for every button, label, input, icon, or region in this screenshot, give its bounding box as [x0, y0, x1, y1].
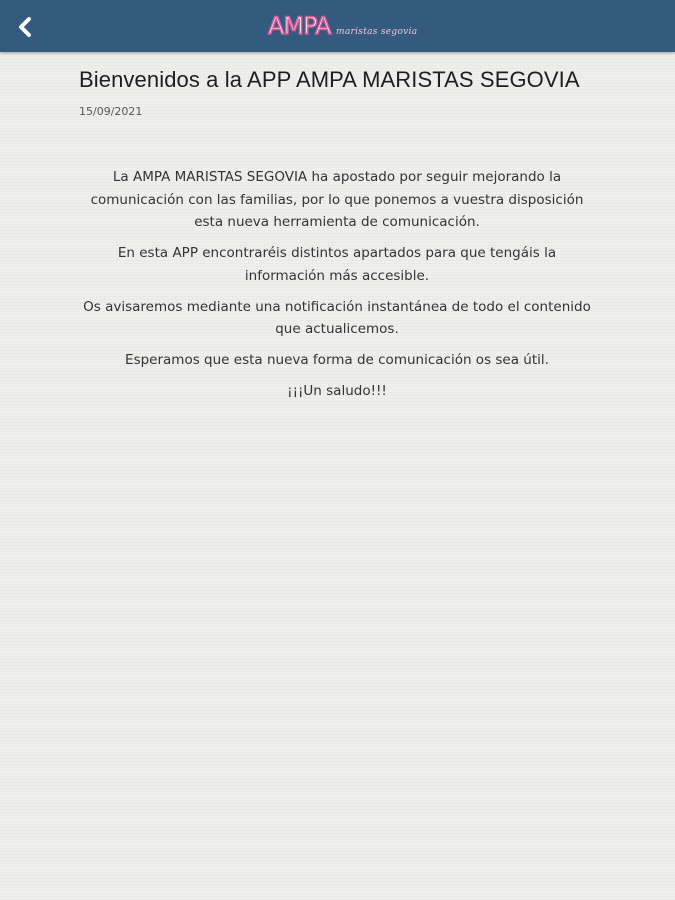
- article-closing: ¡¡¡Un saludo!!!: [287, 383, 387, 399]
- article-paragraph: En esta APP encontraréis distintos apartados para que tengáis la información más accesible.: [117, 245, 557, 284]
- article-body: [79, 166, 595, 411]
- article-header: [79, 66, 599, 119]
- top-bar: [0, 0, 675, 52]
- article-date: 15/09/2021: [79, 105, 143, 118]
- chevron-left-icon: [17, 17, 33, 37]
- ampa-logo: [268, 10, 443, 44]
- article-paragraph: Esperamos que esta nueva forma de comunicación os sea útil.: [125, 352, 549, 368]
- logo-text: AMPA: [268, 12, 331, 40]
- article-paragraph: La AMPA MARISTAS SEGOVIA ha apostado por seguir mejorando la comunicación con las familias, por lo que ponemos a vuestra disposición esta nueva herramienta de comunicación.: [90, 169, 584, 230]
- article-paragraph: Os avisaremos mediante una notificación instantánea de todo el contenido que actualicemos.: [83, 298, 591, 337]
- logo-tagline: maristas segovia: [336, 27, 418, 37]
- article-title: Bienvenidos a la APP AMPA MARISTAS SEGOVIA: [79, 67, 580, 92]
- back-button[interactable]: [8, 6, 44, 46]
